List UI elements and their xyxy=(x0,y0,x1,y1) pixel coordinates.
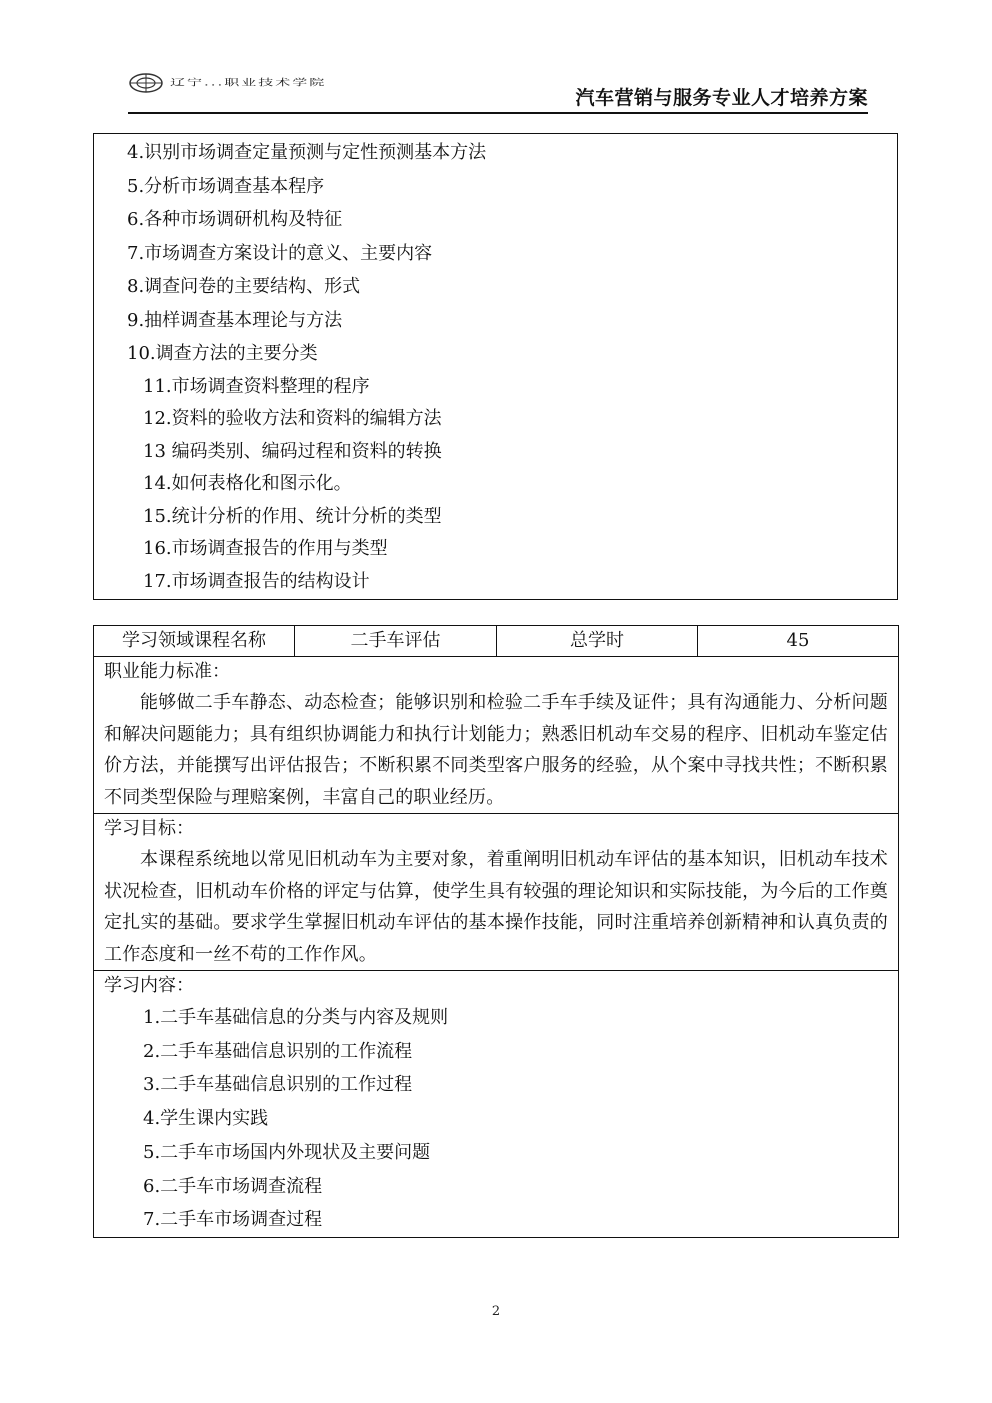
ability-text: 能够做二手车静态、动态检查；能够识别和检验二手车手续及证件；具有沟通能力、分析问题和解决问题能力；具有组织协调能力和执行计划能力；熟悉旧机动车交易的程序、旧机动车鉴定估价方法，并能撰写出评估报告；不断积累不同类型客户服务的经验，从个案中寻找共性；不断积累不同类型保险与理赔案例，丰富自己的职业经历。 xyxy=(104,692,888,808)
page-header xyxy=(128,70,868,114)
content-cell xyxy=(94,971,899,1238)
document-title: 汽车营销与服务专业人才培养方案 xyxy=(575,87,868,109)
list-item: 2.二手车基础信息识别的工作流程 xyxy=(143,1040,413,1062)
list-item: 8.调查问卷的主要结构、形式 xyxy=(127,276,361,297)
list-item: 6.二手车市场调查流程 xyxy=(143,1175,323,1197)
school-logo-icon xyxy=(128,72,164,94)
goal-text: 本课程系统地以常见旧机动车为主要对象，着重阐明旧机动车评估的基本知识，旧机动车技术状况检查，旧机动车价格的评定与估算，使学生具有较强的理论知识和实际技能，为今后的工作奠定扎实的基础。要求学生掌握旧机动车评估的基本操作技能，同时注重培养创新精神和认真负责的工作态度和一丝不苟的工作作风。 xyxy=(104,849,888,965)
list-item: 4.学生课内实践 xyxy=(143,1108,269,1130)
page-number: 2 xyxy=(491,1304,501,1319)
course-header-row xyxy=(94,626,899,657)
list-item: 16.市场调查报告的作用与类型 xyxy=(143,538,388,559)
list-item: 12.资料的验收方法和资料的编辑方法 xyxy=(143,408,442,429)
list-item: 6.各种市场调研机构及特征 xyxy=(127,209,343,230)
list-item: 14.如何表格化和图示化。 xyxy=(143,473,352,494)
total-hours-value: 45 xyxy=(698,626,899,657)
list-item: 9.抽样调查基本理论与方法 xyxy=(127,309,343,331)
school-name: 辽宁...职业技术学院 xyxy=(170,77,327,88)
list-item: 3.二手车基础信息识别的工作过程 xyxy=(143,1074,413,1096)
course-table xyxy=(93,625,899,1238)
list-item: 4.识别市场调查定量预测与定性预测基本方法 xyxy=(127,142,487,163)
ability-label: 职业能力标准： xyxy=(104,661,230,682)
ability-row xyxy=(94,657,899,814)
continued-list xyxy=(94,134,897,598)
list-item: 15.统计分析的作用、统计分析的类型 xyxy=(143,505,442,527)
goal-row xyxy=(94,814,899,971)
list-item: 11.市场调查资料整理的程序 xyxy=(143,375,370,397)
ability-cell xyxy=(94,657,899,814)
list-item: 5.分析市场调查基本程序 xyxy=(127,175,325,197)
total-hours-label: 总学时 xyxy=(497,626,698,657)
list-item: 17.市场调查报告的结构设计 xyxy=(143,570,370,592)
goal-cell xyxy=(94,814,899,971)
content-row xyxy=(94,971,899,1238)
continued-content-box xyxy=(93,133,898,600)
list-item: 5.二手车市场国内外现状及主要问题 xyxy=(143,1141,431,1163)
content-list xyxy=(94,1001,898,1237)
content-label: 学习内容： xyxy=(104,975,194,996)
list-item: 10.调查方法的主要分类 xyxy=(127,343,318,364)
list-item: 1.二手车基础信息的分类与内容及规则 xyxy=(143,1007,449,1028)
course-name-label: 学习领域课程名称 xyxy=(94,626,295,657)
list-item: 7.市场调查方案设计的意义、主要内容 xyxy=(127,242,433,264)
goal-label: 学习目标： xyxy=(104,818,194,839)
course-name-value: 二手车评估 xyxy=(295,626,497,657)
list-item: 7.二手车市场调查过程 xyxy=(143,1209,323,1231)
list-item: 13 编码类别、编码过程和资料的转换 xyxy=(143,440,442,462)
